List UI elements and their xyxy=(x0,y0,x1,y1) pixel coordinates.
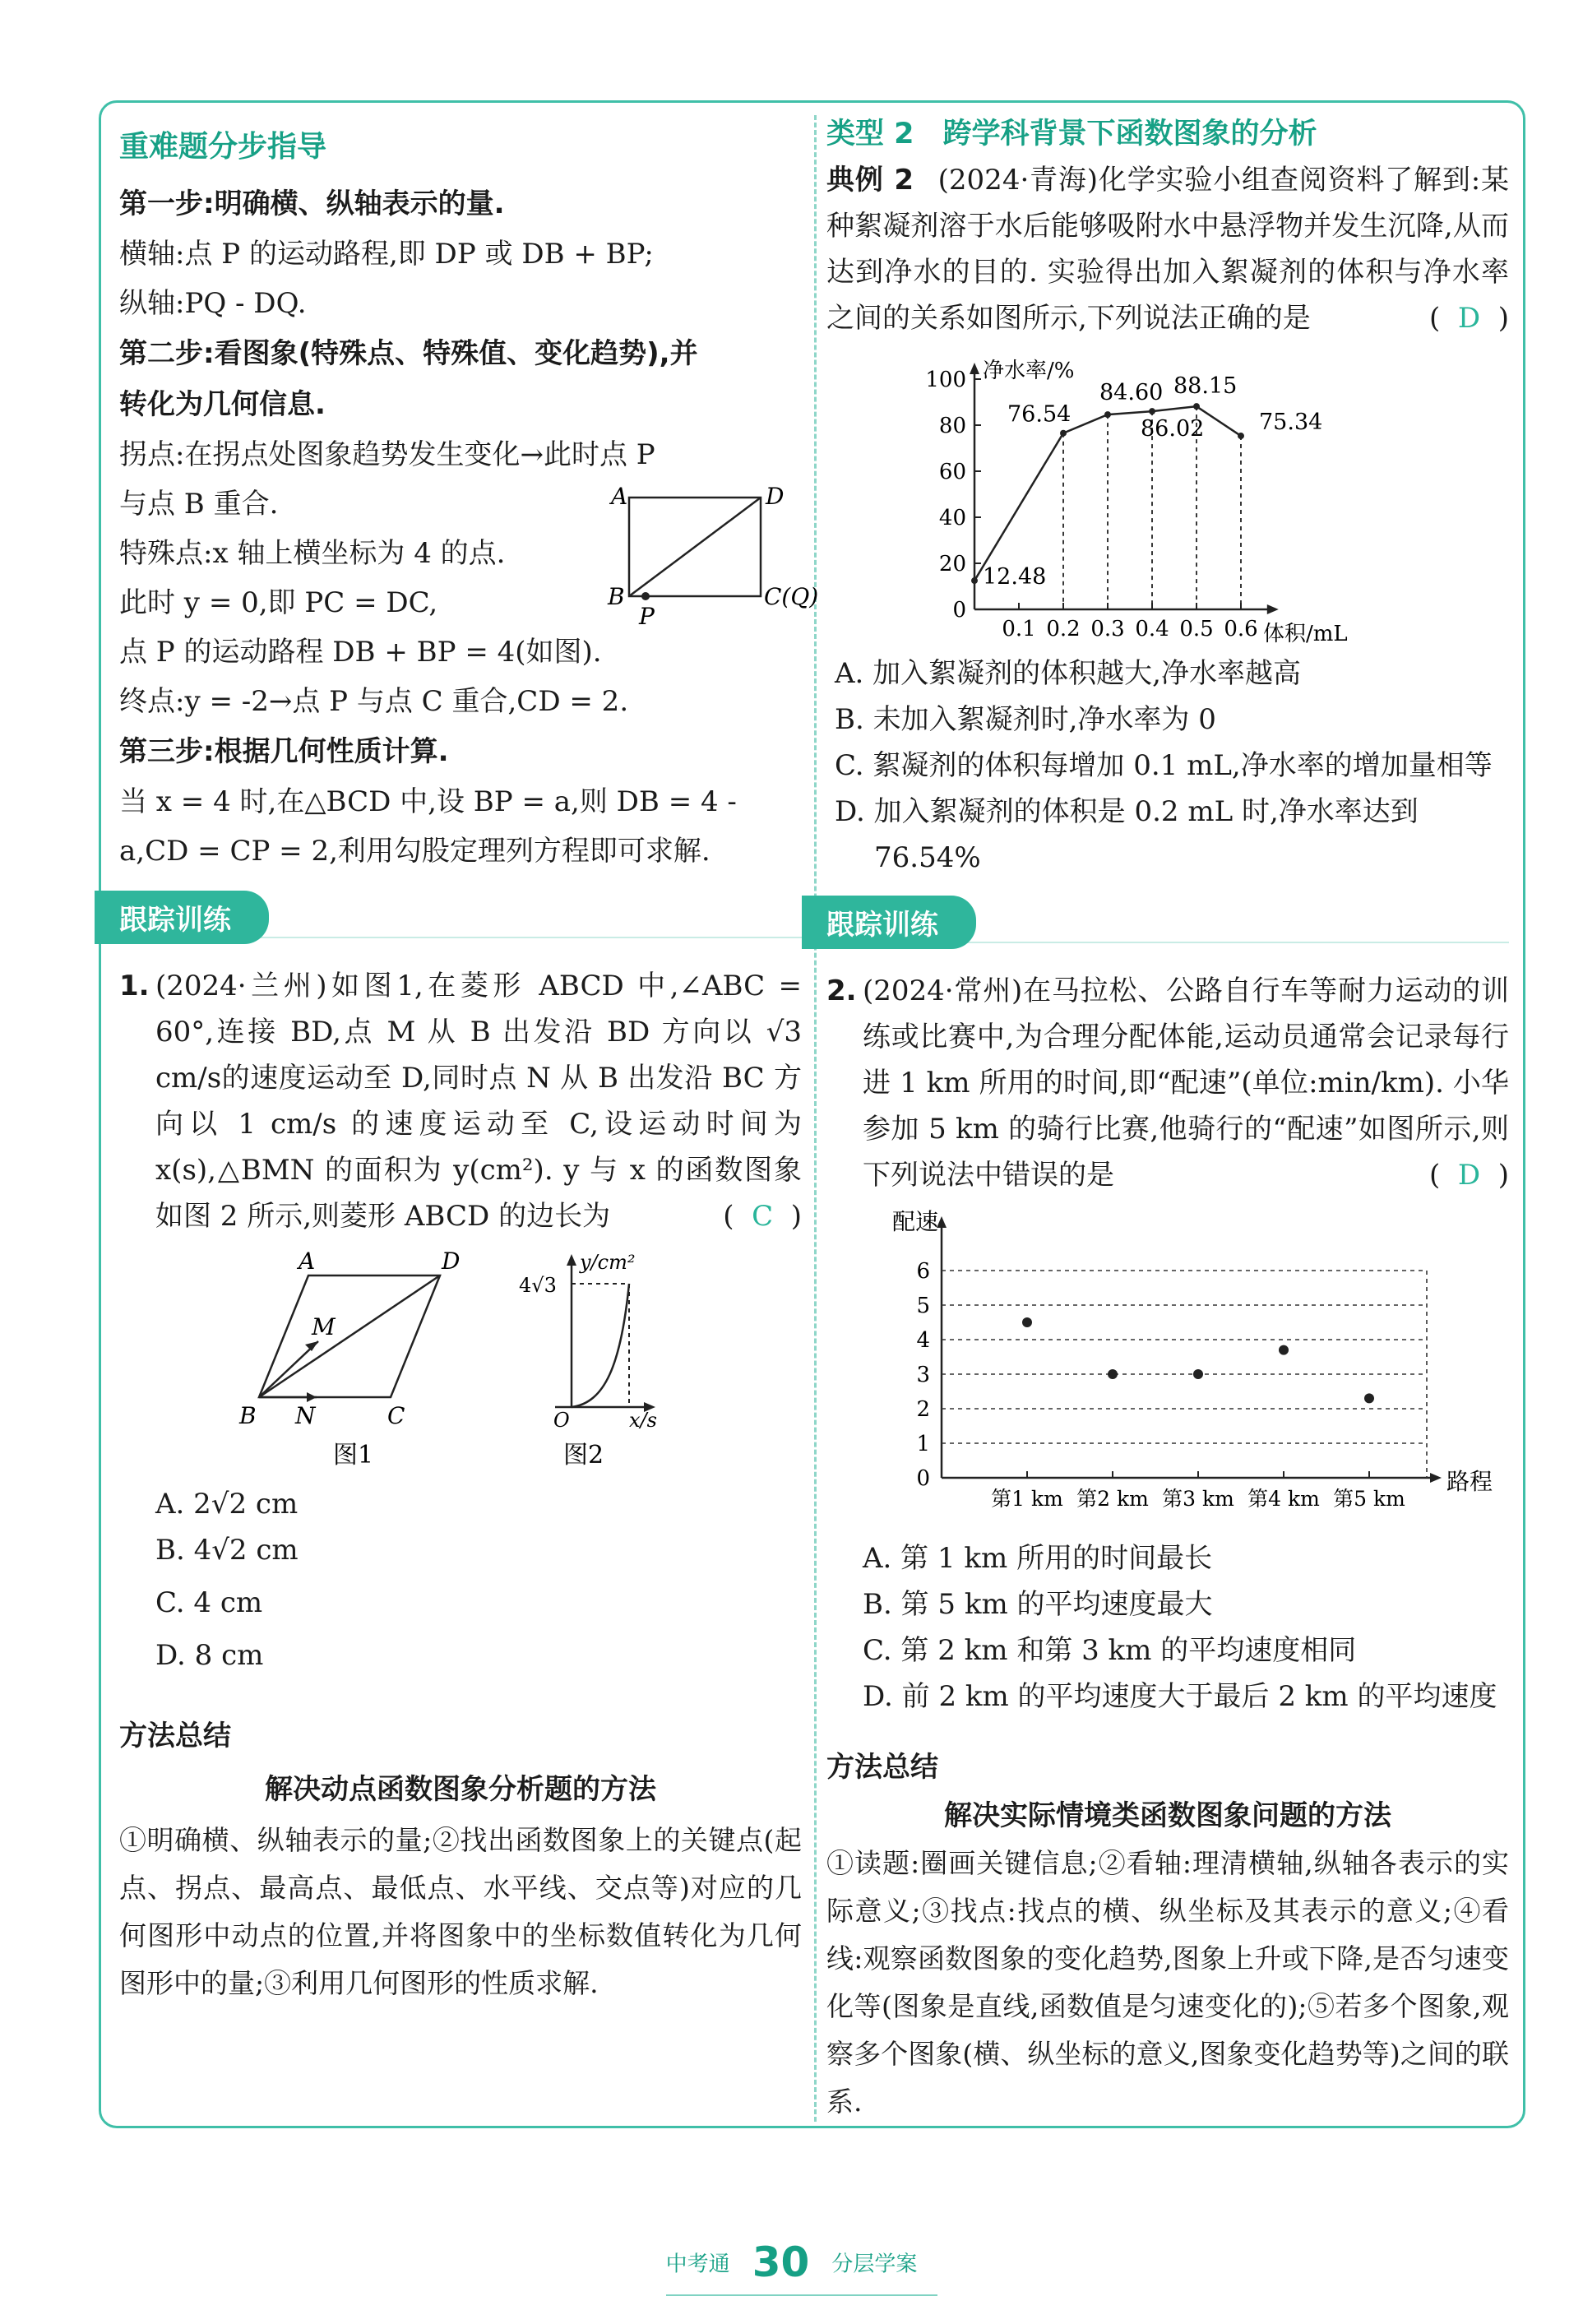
q2-option-b[interactable]: B. 第 5 km 的平均速度最大 xyxy=(863,1588,1213,1621)
fig1-a: A xyxy=(299,1248,316,1275)
chart2-ylabel: 配速 xyxy=(892,1208,939,1235)
fig-label-d: D xyxy=(766,483,785,510)
chart1-point xyxy=(1104,411,1111,418)
chart1-ytick-label: 40 xyxy=(938,506,966,530)
chart1-ytick-label: 20 xyxy=(938,552,966,576)
q2-option-c[interactable]: C. 第 2 km 和第 3 km 的平均速度相同 xyxy=(863,1634,1357,1667)
chart1-ytick-label: 80 xyxy=(938,414,966,438)
left-column xyxy=(119,123,819,2007)
chart2-ytick-label: 2 xyxy=(916,1397,930,1422)
chart2-xlabel: 路程 xyxy=(1446,1468,1493,1495)
question-2-answer: D xyxy=(1457,1159,1481,1192)
example-2-options xyxy=(826,650,1509,881)
chart2-xtick-label: 第4 km xyxy=(1247,1487,1320,1511)
left-method-section xyxy=(119,1711,802,2007)
ex2-option-c[interactable]: C. 絮凝剂的体积每增加 0.1 mL,净水率的增加量相等 xyxy=(835,749,1493,782)
chart1-point xyxy=(1193,403,1200,410)
q1-option-a[interactable]: A. 2√2 cm xyxy=(155,1488,299,1521)
q2-option-a[interactable]: A. 第 1 km 所用的时间最长 xyxy=(863,1542,1213,1575)
example-2-answer: D xyxy=(1457,302,1481,335)
question-1-answer: C xyxy=(752,1200,774,1233)
guide-special2: 此时 y = 0,即 PC = DC, xyxy=(119,586,438,619)
rhombus-figure xyxy=(226,1248,473,1473)
guide-rectangle-figure xyxy=(596,479,819,630)
chart2-x-arrow xyxy=(1430,1473,1442,1483)
question-1-number: 1. xyxy=(119,970,150,1002)
column-divider xyxy=(814,115,817,2122)
example-2-text: (2024·青海)化学实验小组查阅资料了解到:某种絮凝剂溶于水后能够吸附水中悬浮物并发生沉降,从而达到净水的目的. 实验得出加入絮凝剂的体积与净水率之间的关系如图所示,下列说法正确的是 xyxy=(826,164,1509,335)
right-method-section xyxy=(826,1743,1509,2126)
chart1-ylabel: 净水率/% xyxy=(983,359,1075,383)
page-number: 30 xyxy=(752,2238,810,2286)
fig-label-a: A xyxy=(611,483,628,510)
guide-step3: 第三步:根据几何性质计算. xyxy=(119,735,449,768)
guide-special3: 点 P 的运动路程 DB + BP = 4(如图). xyxy=(119,636,602,669)
chart2-ytick-label: 5 xyxy=(916,1294,930,1318)
chart2-ytick-label: 0 xyxy=(916,1466,930,1491)
fig2-origin: O xyxy=(553,1409,570,1432)
right-training-label: 跟踪训练 xyxy=(802,896,976,949)
water-purification-chart xyxy=(876,354,1451,650)
chart1-data-label: 75.34 xyxy=(1259,410,1323,436)
chart1-xtick-label: 0.5 xyxy=(1179,617,1214,641)
guide-v-axis: 纵轴:PQ - DQ. xyxy=(119,287,307,320)
q1-figures xyxy=(119,1248,802,1473)
fig2-xlabel: x/s xyxy=(629,1409,657,1432)
chart1-xtick-label: 0.4 xyxy=(1135,617,1169,641)
q1-options xyxy=(119,1481,802,1678)
chart1-ytick-label: 100 xyxy=(925,368,966,392)
fig2-yval: 4√3 xyxy=(519,1274,557,1297)
guide-end: 终点:y = -2→点 P 与点 C 重合,CD = 2. xyxy=(119,685,629,718)
guide-special1: 特殊点:x 轴上横坐标为 4 的点. xyxy=(119,537,506,570)
chart1-data-label: 86.02 xyxy=(1141,416,1205,442)
chart2-point xyxy=(1193,1369,1203,1379)
page-footer xyxy=(0,2238,1583,2286)
chart1-point xyxy=(1149,408,1155,414)
guide-calc1: 当 x = 4 时,在△BCD 中,设 BP = a,则 DB = 4 - xyxy=(119,785,737,818)
example-2 xyxy=(826,157,1509,341)
chart1-data-label: 84.60 xyxy=(1099,380,1164,406)
right-training-tab xyxy=(802,896,1509,953)
left-training-tab xyxy=(95,891,802,948)
guide-step2b: 转化为几何信息. xyxy=(119,388,326,421)
chart1-x-arrow xyxy=(1267,604,1279,614)
question-2-text: (2024·常州)在马拉松、公路自行车等耐力运动的训练或比赛中,为合理分配体能,运动员通常会记录每行进 1 km 所用的时间,即“配速”(单位:min/km). 小华参加 5 km 的骑行比赛,他骑行的“配速”如图所示,则下列说法中错误的是 xyxy=(863,975,1509,1192)
chart2-point xyxy=(1108,1369,1118,1379)
question-2-number: 2. xyxy=(826,975,857,1007)
guide-turn2: 与点 B 重合. xyxy=(119,488,279,521)
left-method-title: 方法总结 xyxy=(119,1720,231,1752)
guide-h-axis: 横轴:点 P 的运动路程,即 DP 或 DB + BP; xyxy=(119,238,654,271)
chart2-xtick-label: 第1 km xyxy=(991,1487,1063,1511)
chart1-xtick-label: 0.1 xyxy=(1002,617,1036,641)
fig1-n: N xyxy=(295,1402,316,1429)
fig2-caption: 图2 xyxy=(563,1441,604,1470)
chart2-point xyxy=(1279,1345,1289,1355)
chart1-xlabel: 体积/mL xyxy=(1263,622,1348,646)
right-method-body: ①读题:圈画关键信息;②看轴:理清横轴,纵轴各表示的实际意义;③找点:找点的横、纵坐标及其表示的意义;④看线:观察函数图象的变化趋势,图象上升或下降,是否匀速变化等(图象是直线,函数值是匀速变化的);⑤若多个图象,观察多个图象(横、纵坐标的意义,图象变化趋势等)之间的联系. xyxy=(826,1847,1509,2118)
guide-turn1: 拐点:在拐点处图象趋势发生变化→此时点 P xyxy=(119,438,655,471)
chart1-ytick-label: 60 xyxy=(938,460,966,484)
question-2-answer-box: ( D ) xyxy=(1428,1159,1509,1192)
guide-calc2: a,CD = CP = 2,利用勾股定理列方程即可求解. xyxy=(119,835,710,868)
chart1-point xyxy=(971,577,978,584)
ex2-option-d[interactable]: D. 加入絮凝剂的体积是 0.2 mL 时,净水率达到 76.54% xyxy=(835,795,1419,874)
fig-label-p: P xyxy=(639,603,655,630)
q2-options xyxy=(826,1535,1509,1720)
right-method-title: 方法总结 xyxy=(826,1751,938,1784)
chart1-point xyxy=(1060,430,1067,437)
question-2 xyxy=(826,968,1509,1198)
ex2-option-b[interactable]: B. 未加入絮凝剂时,净水率为 0 xyxy=(835,703,1216,736)
fig-label-c: C(Q) xyxy=(764,583,819,610)
chart2-ytick-label: 6 xyxy=(916,1259,930,1284)
fig1-d: D xyxy=(442,1248,461,1275)
guide-title: 重难题分步指导 xyxy=(119,130,327,164)
chart1-xtick-label: 0.2 xyxy=(1046,617,1081,641)
chart2-ytick-label: 3 xyxy=(916,1363,930,1387)
question-1 xyxy=(119,963,802,1239)
pace-chart xyxy=(868,1206,1509,1535)
footer-brand: 中考通 xyxy=(665,2252,730,2277)
left-method-body: ①明确横、纵轴表示的量;②找出函数图象上的关键点(起点、拐点、最高点、最低点、水平线、交点等)对应的几何图形中动点的位置,并将图象中的坐标数值转化为几何图形中的量;③利用几何图形的性质求解. xyxy=(119,1824,802,1999)
chart1-y-arrow xyxy=(970,363,979,374)
fig-label-b: B xyxy=(608,583,625,610)
chart2-point xyxy=(1364,1393,1374,1403)
chart2-xtick-label: 第2 km xyxy=(1076,1487,1149,1511)
guide-step2a: 第二步:看图象(特殊点、特殊值、变化趋势),并 xyxy=(119,337,698,370)
chart1-data-label: 12.48 xyxy=(983,564,1047,590)
fig1-caption: 图1 xyxy=(333,1441,374,1470)
q1-option-d[interactable]: D. 8 cm xyxy=(155,1639,264,1672)
fig2-ylabel: y/cm² xyxy=(580,1251,636,1274)
footer-rule xyxy=(666,2294,937,2296)
chart2-xtick-label: 第3 km xyxy=(1162,1487,1234,1511)
question-1-text: (2024·兰州)如图1,在菱形 ABCD 中,∠ABC = 60°,连接 BD,点 M 从 B 出发沿 BD 方向以 √3 cm/s的速度运动至 D,同时点 N 从 B 出发沿 BC 方向以 1 cm/s 的速度运动至 C,设运动时间为 x(s),△BMN 的面积为 y(cm²). y 与 x 的函数图象如图 2 所示,则菱形 ABCD 的边长为 xyxy=(155,970,802,1233)
left-method-subtitle: 解决动点函数图象分析题的方法 xyxy=(265,1773,656,1806)
question-1-answer-box: ( C ) xyxy=(723,1200,802,1233)
left-training-label: 跟踪训练 xyxy=(95,891,269,944)
chart1-point xyxy=(1238,433,1244,439)
chart2-xtick-label: 第5 km xyxy=(1333,1487,1405,1511)
type2-title: 类型 2 跨学科背景下函数图象的分析 xyxy=(826,118,1317,150)
guide-step1: 第一步:明确横、纵轴表示的量. xyxy=(119,187,505,220)
footer-subtitle: 分层学案 xyxy=(831,2252,918,2277)
ex2-option-a[interactable]: A. 加入絮凝剂的体积越大,净水率越高 xyxy=(835,657,1301,690)
chart1-ytick-label: 0 xyxy=(952,598,966,623)
example-2-label: 典例 2 xyxy=(826,164,914,197)
q2-option-d[interactable]: D. 前 2 km 的平均速度大于最后 2 km 的平均速度 xyxy=(863,1680,1497,1713)
q1-option-c[interactable]: C. 4 cm xyxy=(155,1586,263,1619)
right-method-subtitle: 解决实际情境类函数图象问题的方法 xyxy=(944,1799,1391,1832)
chart2-ytick-label: 1 xyxy=(916,1432,930,1456)
function-graph-figure xyxy=(506,1251,752,1473)
q1-option-b[interactable]: B. 4√2 cm xyxy=(155,1534,299,1567)
chart1-data-label: 88.15 xyxy=(1173,373,1238,400)
right-column xyxy=(826,111,1509,2126)
chart1-data-label: 76.54 xyxy=(1007,401,1072,428)
fig1-b: B xyxy=(239,1402,257,1429)
chart1-xtick-label: 0.6 xyxy=(1224,617,1258,641)
example-2-answer-box: ( D ) xyxy=(1428,302,1509,335)
fig1-c: C xyxy=(387,1402,405,1429)
chart2-point xyxy=(1022,1317,1032,1327)
fig1-m: M xyxy=(312,1313,336,1340)
chart1-xtick-label: 0.3 xyxy=(1090,617,1125,641)
chart2-ytick-label: 4 xyxy=(916,1328,930,1353)
